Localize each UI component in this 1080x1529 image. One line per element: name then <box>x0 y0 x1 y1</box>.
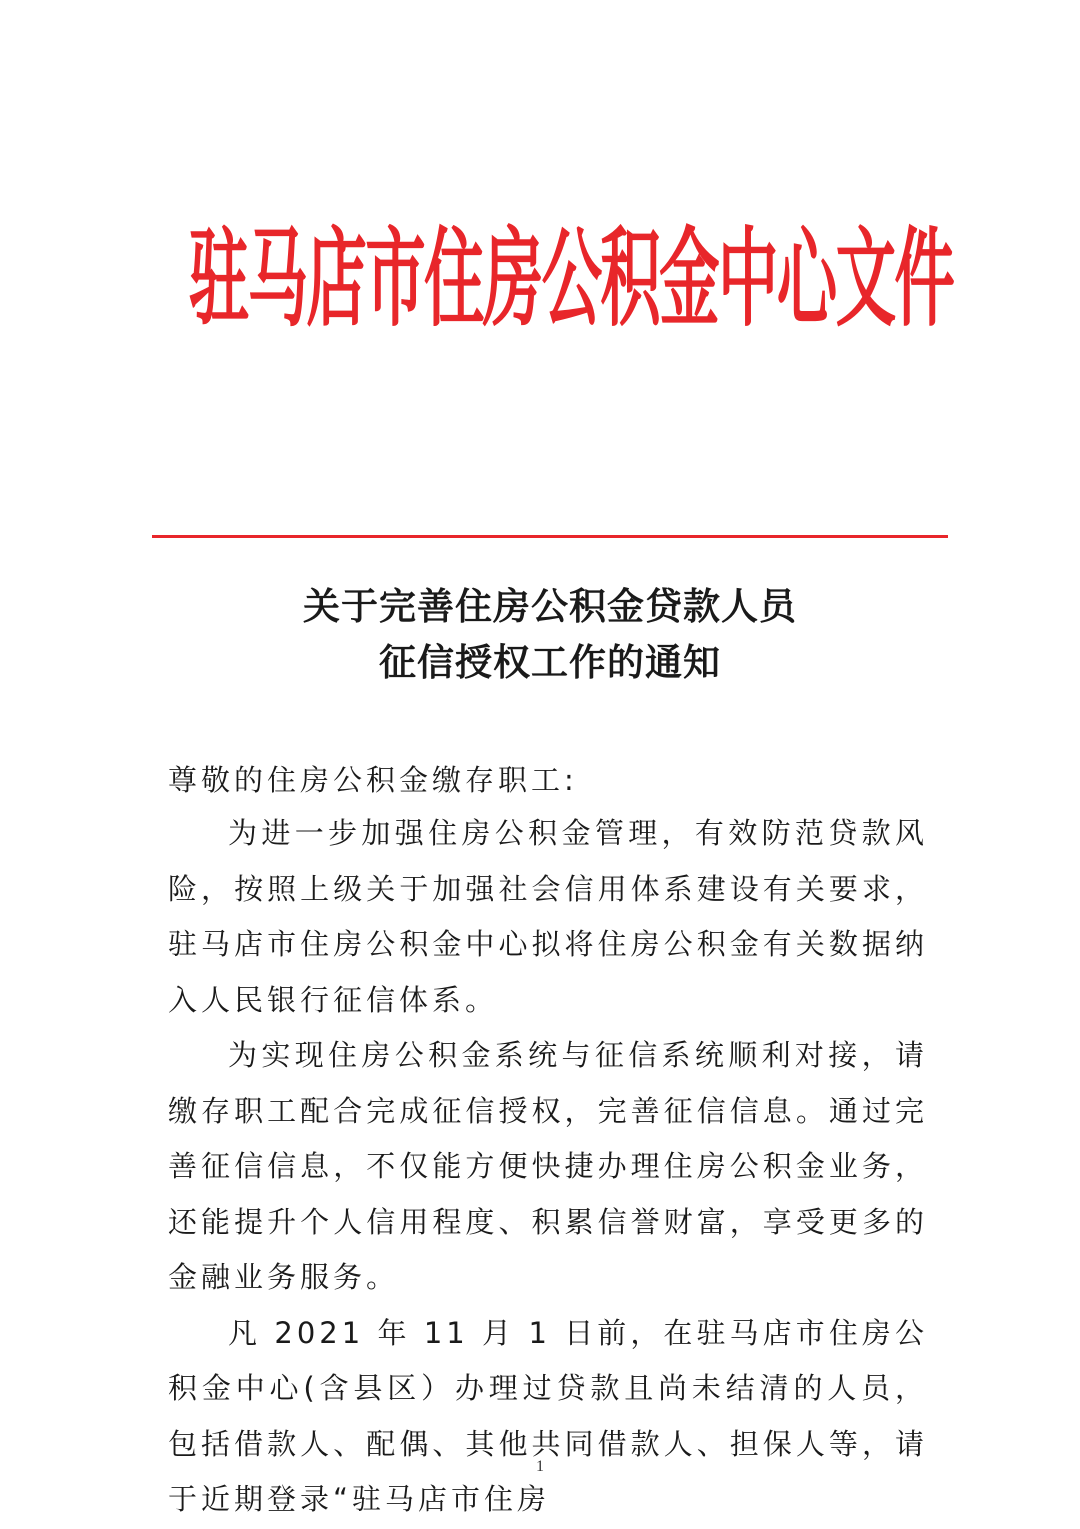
notice-title-line-2: 征信授权工作的通知 <box>379 640 721 684</box>
paragraph-3: 凡 2021 年 11 月 1 日前，在驻马店市住房公积金中心(含县区）办理过贷款且尚未结清的人员，包括借款人、配偶、其他共同借款人、担保人等，请于近期登录“驻马店市住房 <box>168 1315 928 1516</box>
document-header-title: 驻马店市住房公积金中心文件 <box>188 214 954 341</box>
notice-title-line-1: 关于完善住房公积金贷款人员 <box>303 584 797 628</box>
paragraph-1: 为进一步加强住房公积金管理，有效防范贷款风险，按照上级关于加强社会信用体系建设有关要求，驻马店市住房公积金中心拟将住房公积金有关数据纳入人民银行征信体系。 <box>168 816 928 1017</box>
header-red-rule <box>152 535 948 538</box>
body-paragraphs <box>168 806 928 1528</box>
paragraph-2: 为实现住房公积金系统与征信系统顺利对接，请缴存职工配合完成征信授权，完善征信信息。通过完善征信信息，不仅能方便快捷办理住房公积金业务，还能提升个人信用程度、积累信誉财富，享受更多的金融业务服务。 <box>168 1038 928 1294</box>
page-number: 1 <box>536 1458 544 1475</box>
salutation: 尊敬的住房公积金缴存职工: <box>168 763 578 797</box>
